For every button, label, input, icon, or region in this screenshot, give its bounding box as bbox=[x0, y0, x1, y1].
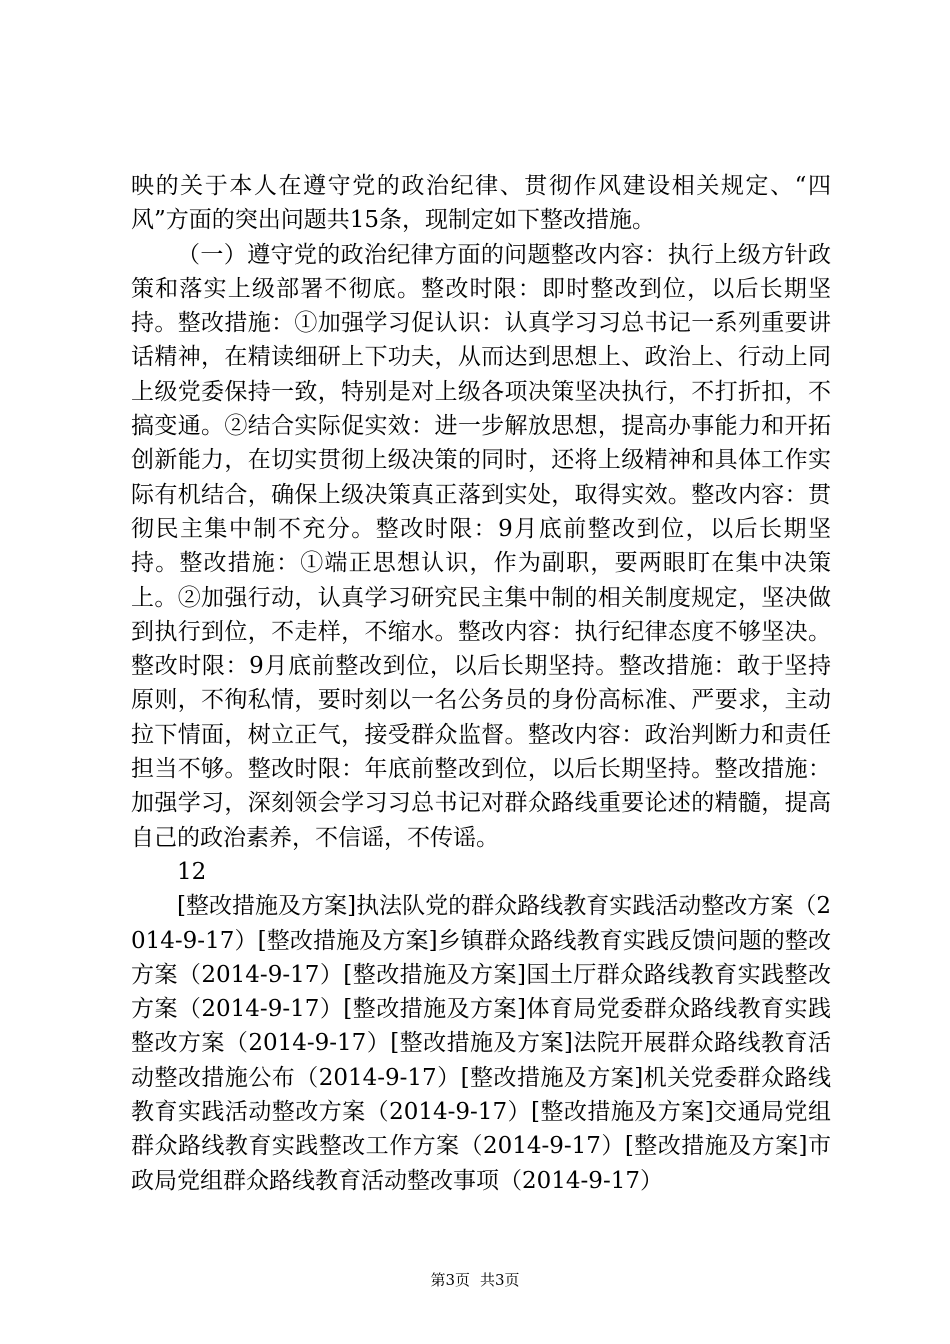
paragraph-related-links: [整改措施及方案]执法队党的群众路线教育实践活动整改方案（2014-9-17）[整改措施及方案]乡镇群众路线教育实践反馈问题的整改方案（2014-9-17）[整改措施及方案]国土厅群众路线教育实践整改方案（2014-9-17）[整改措施及方案]体育局党委群众路线教育实践整改方案（2014-9-17）[整改措施及方案]法院开展群众路线教育活动整改措施公布（2014-9-17）[整改措施及方案]机关党委群众路线教育实践活动整改方案（2014-9-17）[整改措施及方案]交通局党组群众路线教育实践整改工作方案（2014-9-17）[整改措施及方案]市政局党组群众路线教育活动整改事项（2014-9-17） bbox=[131, 893, 831, 1194]
paragraph-number: 12 bbox=[177, 858, 207, 885]
page-total: 共3页 bbox=[480, 1271, 520, 1289]
page-number: 第3页 bbox=[430, 1271, 470, 1289]
paragraph-intro: 映的关于本人在遵守党的政治纪律、贯彻作风建设相关规定、“四风”方面的突出问题共15条，现制定如下整改措施。 bbox=[131, 173, 831, 234]
page-footer bbox=[0, 1270, 950, 1290]
paragraph-rectification: （一）遵守党的政治纪律方面的问题整改内容：执行上级方针政策和落实上级部署不彻底。整改时限：即时整改到位，以后长期坚持。整改措施：①加强学习促认识：认真学习习总书记一系列重要讲话精神，在精读细研上下功夫，从而达到思想上、政治上、行动上同上级党委保持一致，特别是对上级各项决策坚决执行，不打折扣，不搞变通。②结合实际促实效：进一步解放思想，提高办事能力和开拓创新能力，在切实贯彻上级决策的同时，还将上级精神和具体工作实际有机结合，确保上级决策真正落到实处，取得实效。整改内容：贯彻民主集中制不充分。整改时限：9月底前整改到位，以后长期坚持。整改措施：①端正思想认识，作为副职，要两眼盯在集中决策上。②加强行动，认真学习研究民主集中制的相关制度规定，坚决做到执行到位，不走样，不缩水。整改内容：执行纪律态度不够坚决。整改时限：9月底前整改到位，以后长期坚持。整改措施：敢于坚持原则，不徇私情，要时刻以一名公务员的身份高标准、严要求，主动拉下情面，树立正气，接受群众监督。整改内容：政治判断力和责任担当不够。整改时限：年底前整改到位，以后长期坚持。整改措施：加强学习，深刻领会学习习总书记对群众路线重要论述的精髓，提高自己的政治素养，不信谣，不传谣。 bbox=[131, 241, 831, 851]
document-body bbox=[131, 169, 831, 1198]
